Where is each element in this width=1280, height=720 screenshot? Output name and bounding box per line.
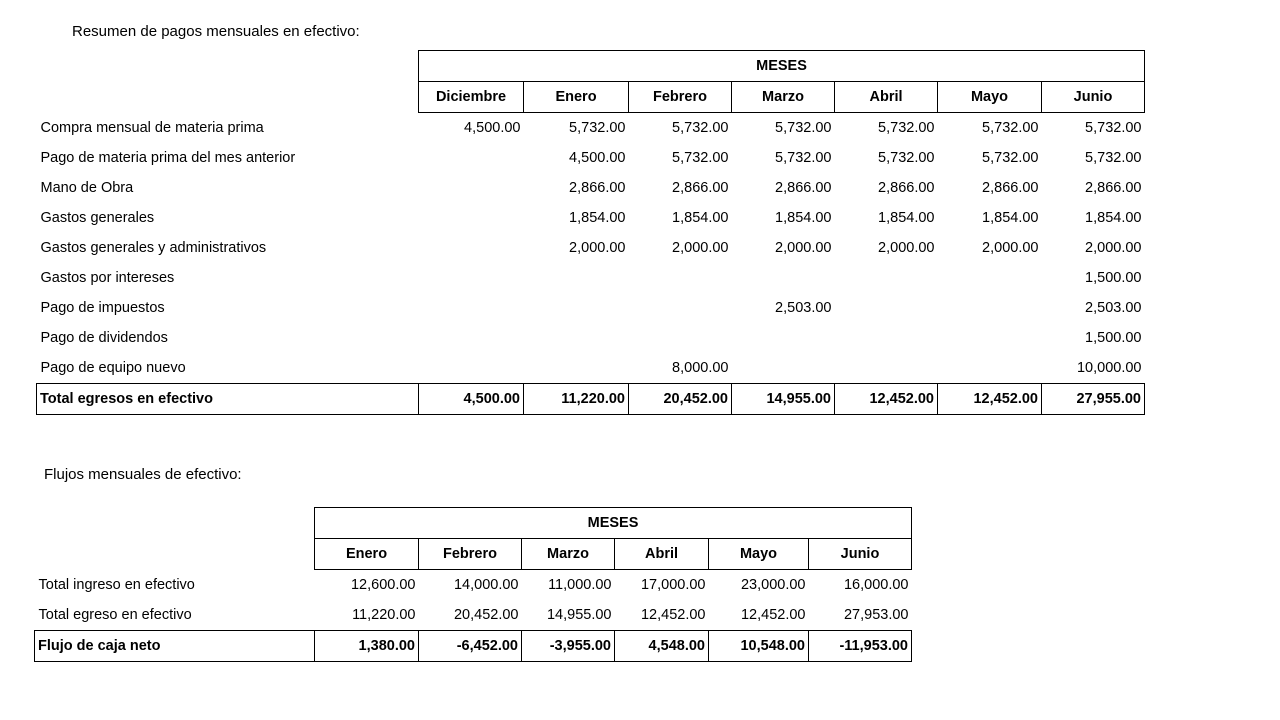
cell-value: [419, 203, 524, 233]
cell-value: 5,732.00: [982, 120, 1039, 136]
cell-value: 1,500.00: [1085, 270, 1142, 286]
header-spacer: [37, 82, 419, 113]
cell-value: 11,220.00: [524, 384, 629, 415]
cell-value: [419, 353, 524, 384]
table-row: [37, 143, 1145, 173]
cell-value: [524, 293, 629, 323]
table-row: [35, 570, 912, 601]
table-row: [37, 323, 1145, 353]
cell-value: -11,953.00: [809, 631, 912, 662]
cash-flows-table: [34, 507, 912, 662]
cell-value: 5,732.00: [672, 150, 729, 166]
row-label: Gastos generales: [40, 210, 155, 226]
cell-value: [629, 263, 732, 293]
cell-value: [938, 353, 1042, 384]
row-label: Flujo de caja neto: [35, 631, 315, 662]
cell-value: 2,000.00: [982, 240, 1039, 256]
header-spacer: [37, 51, 419, 82]
cell-value: 5,732.00: [878, 120, 935, 136]
month-header-diciembre: Diciembre: [419, 82, 524, 113]
cell-value: 5,732.00: [672, 120, 729, 136]
cell-value: 8,000.00: [672, 360, 729, 376]
cell-value: 2,503.00: [775, 300, 832, 316]
cell-value: 12,452.00: [640, 607, 706, 623]
cell-value: 20,452.00: [453, 607, 519, 623]
cell-value: [835, 263, 938, 293]
cell-value: 5,732.00: [878, 150, 935, 166]
cell-value: 5,732.00: [1085, 120, 1142, 136]
month-header-marzo: Marzo: [522, 539, 615, 570]
row-label: Compra mensual de materia prima: [40, 119, 264, 136]
cell-value: [732, 263, 835, 293]
cell-value: [524, 263, 629, 293]
cell-value: 14,955.00: [546, 607, 612, 623]
month-header-marzo: Marzo: [732, 82, 835, 113]
cell-value: [419, 143, 524, 173]
cell-value: 20,452.00: [629, 384, 732, 415]
month-header-mayo: Mayo: [938, 82, 1042, 113]
cell-value: 23,000.00: [740, 577, 806, 593]
table-row: [37, 263, 1145, 293]
cell-value: 10,000.00: [1076, 360, 1142, 376]
cell-value: 2,866.00: [775, 180, 832, 196]
cell-value: 1,854.00: [775, 210, 832, 226]
cell-value: [835, 323, 938, 353]
months-group-header: MESES: [315, 508, 912, 539]
row-label: Pago de materia prima del mes anterior: [40, 150, 296, 166]
cell-value: 2,000.00: [672, 240, 729, 256]
months-group-header: MESES: [419, 51, 1145, 82]
cell-value: 2,866.00: [672, 180, 729, 196]
row-label: Gastos por intereses: [40, 270, 175, 286]
cell-value: 12,452.00: [835, 384, 938, 415]
month-header-febrero: Febrero: [629, 82, 732, 113]
cell-value: 2,000.00: [878, 240, 935, 256]
cell-value: [629, 323, 732, 353]
month-header-abril: Abril: [615, 539, 709, 570]
cell-value: 12,600.00: [350, 577, 416, 593]
cell-value: 11,220.00: [352, 607, 416, 623]
row-label: Total ingreso en efectivo: [38, 576, 195, 593]
cell-value: 5,732.00: [775, 150, 832, 166]
row-label: Total egresos en efectivo: [37, 384, 419, 415]
cash-flows-title: Flujos mensuales de efectivo:: [44, 466, 242, 483]
cell-value: [419, 293, 524, 323]
cell-value: 12,452.00: [938, 384, 1042, 415]
row-label: Mano de Obra: [40, 180, 134, 196]
table-row: [37, 113, 1145, 144]
cell-value: [835, 293, 938, 323]
cell-value: 10,548.00: [709, 631, 809, 662]
table-row: [37, 353, 1145, 384]
cell-value: [732, 323, 835, 353]
cell-value: 2,866.00: [569, 180, 626, 196]
header-spacer: [35, 539, 315, 570]
cell-value: [938, 323, 1042, 353]
row-label: Total egreso en efectivo: [38, 607, 192, 623]
cell-value: 27,953.00: [843, 607, 909, 623]
row-label: Pago de dividendos: [40, 330, 168, 346]
cell-value: 2,503.00: [1085, 300, 1142, 316]
total-row: [37, 384, 1145, 415]
cell-value: 4,500.00: [419, 384, 524, 415]
cell-value: 4,548.00: [615, 631, 709, 662]
cell-value: -6,452.00: [419, 631, 522, 662]
cell-value: 5,732.00: [1085, 150, 1142, 166]
cell-value: 1,854.00: [1085, 210, 1142, 226]
cell-value: [938, 293, 1042, 323]
table-row: [37, 203, 1145, 233]
payments-summary-title: Resumen de pagos mensuales en efectivo:: [72, 23, 360, 40]
row-label: Pago de impuestos: [40, 300, 165, 316]
cell-value: [629, 293, 732, 323]
month-header-abril: Abril: [835, 82, 938, 113]
cell-value: 16,000.00: [843, 577, 909, 593]
cell-value: 1,854.00: [672, 210, 729, 226]
total-row: [35, 631, 912, 662]
cell-value: [524, 323, 629, 353]
row-label: Pago de equipo nuevo: [40, 360, 186, 376]
cell-value: 5,732.00: [982, 150, 1039, 166]
cell-value: 17,000.00: [640, 577, 706, 593]
cell-value: 2,866.00: [878, 180, 935, 196]
cell-value: 12,452.00: [740, 607, 806, 623]
cell-value: 1,854.00: [569, 210, 626, 226]
cell-value: 1,854.00: [878, 210, 935, 226]
month-header-enero: Enero: [524, 82, 629, 113]
table-row: [37, 173, 1145, 203]
cell-value: 11,000.00: [548, 577, 612, 593]
month-header-junio: Junio: [1042, 82, 1145, 113]
month-header-junio: Junio: [809, 539, 912, 570]
cell-value: [419, 263, 524, 293]
cell-value: 2,000.00: [775, 240, 832, 256]
row-label: Gastos generales y administrativos: [40, 240, 267, 256]
cell-value: 14,955.00: [732, 384, 835, 415]
table-row: [37, 233, 1145, 263]
cell-value: [419, 173, 524, 203]
header-spacer: [35, 508, 315, 539]
cell-value: [835, 353, 938, 384]
cell-value: -3,955.00: [522, 631, 615, 662]
cell-value: 5,732.00: [775, 120, 832, 136]
cell-value: 27,955.00: [1042, 384, 1145, 415]
cell-value: 1,380.00: [315, 631, 419, 662]
table-row: [37, 293, 1145, 323]
cell-value: 14,000.00: [453, 577, 519, 593]
cell-value: [524, 353, 629, 384]
table-row: [35, 600, 912, 631]
cell-value: 1,854.00: [982, 210, 1039, 226]
cell-value: 2,866.00: [1085, 180, 1142, 196]
cell-value: 2,000.00: [569, 240, 626, 256]
cell-value: 4,500.00: [569, 150, 626, 166]
month-header-mayo: Mayo: [709, 539, 809, 570]
cell-value: 2,000.00: [1085, 240, 1142, 256]
cell-value: 2,866.00: [982, 180, 1039, 196]
month-header-febrero: Febrero: [419, 539, 522, 570]
cell-value: [419, 323, 524, 353]
month-header-enero: Enero: [315, 539, 419, 570]
cell-value: 1,500.00: [1085, 330, 1142, 346]
cell-value: 4,500.00: [464, 120, 521, 136]
cell-value: [938, 263, 1042, 293]
payments-summary-table: [36, 50, 1145, 415]
cell-value: 5,732.00: [569, 120, 626, 136]
cell-value: [419, 233, 524, 263]
cell-value: [732, 353, 835, 384]
